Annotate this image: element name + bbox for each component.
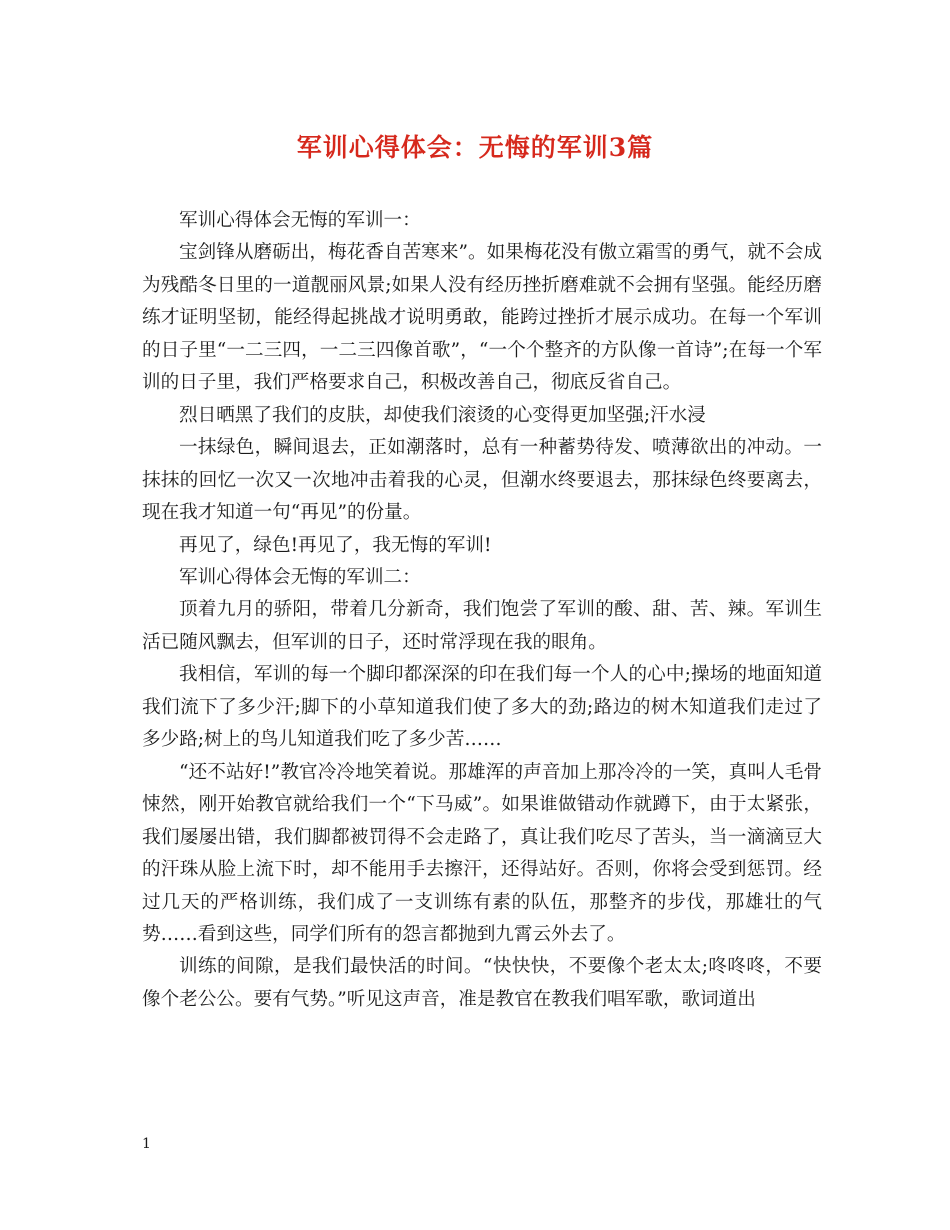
page-number: 1 [142,1136,151,1152]
paragraph: 宝剑锋从磨砺出，梅花香自苦寒来”。如果梅花没有傲立霜雪的勇气，就不会成为残酷冬日里的一道靓丽风景;如果人没有经历挫折磨难就不会拥有坚强。能经历磨练才证明坚韧，能经得起挑战才说明勇敢，能跨过挫折才展示成功。在每一个军训的日子里“一二三四，一二三四像首歌”，“一个个整齐的方队像一首诗”;在每一个军训的日子里，我们严格要求自己，积极改善自己，彻底反省自己。 [142,242,822,394]
paragraph: 顶着九月的骄阳，带着几分新奇，我们饱尝了军训的酸、甜、苦、辣。军训生活已随风飘去，但军训的日子，还时常浮现在我的眼角。 [142,599,822,653]
document-body [142,205,822,1016]
paragraph: 我相信，军训的每一个脚印都深深的印在我们每一个人的心中;操场的地面知道我们流下了多少汗;脚下的小草知道我们使了多大的劲;路边的树木知道我们走过了多少路;树上的鸟儿知道我们吃了多少苦…… [142,664,822,751]
paragraph: 烈日晒黑了我们的皮肤，却使我们滚烫的心变得更加坚强;汗水浸 [179,404,706,426]
paragraph: “还不站好!”教官冷冷地笑着说。那雄浑的声音加上那冷冷的一笑，真叫人毛骨悚然，刚开始教官就给我们一个“下马威”。如果谁做错动作就蹲下，由于太紧张，我们屡屡出错，我们脚都被罚得不会走路了，真让我们吃尽了苦头，当一滴滴豆大的汗珠从脸上流下时，却不能用手去擦汗，还得站好。否则，你将会受到惩罚。经过几天的严格训练，我们成了一支训练有素的队伍，那整齐的步伐，那雄壮的气势……看到这些，同学们所有的怨言都抛到九霄云外去了。 [142,761,822,945]
paragraph: 训练的间隙，是我们最快活的时间。“快快快，不要像个老太太;咚咚咚，不要像个老公公。要有气势。”听见这声音，准是教官在教我们唱军歌，歌词道出 [142,956,822,1010]
paragraph: 再见了，绿色!再见了，我无悔的军训! [179,534,492,556]
section-heading-2: 军训心得体会无悔的军训二： [179,566,421,588]
document-title: 军训心得体会：无悔的军训3篇 [296,133,654,162]
section-heading-1: 军训心得体会无悔的军训一： [179,210,421,231]
paragraph: 一抹绿色，瞬间退去，正如潮落时，总有一种蓄势待发、喷薄欲出的冲动。一抹抹的回忆一次又一次地冲击着我的心灵，但潮水终要退去，那抹绿色终要离去，现在我才知道一句“再见”的份量。 [142,437,822,524]
